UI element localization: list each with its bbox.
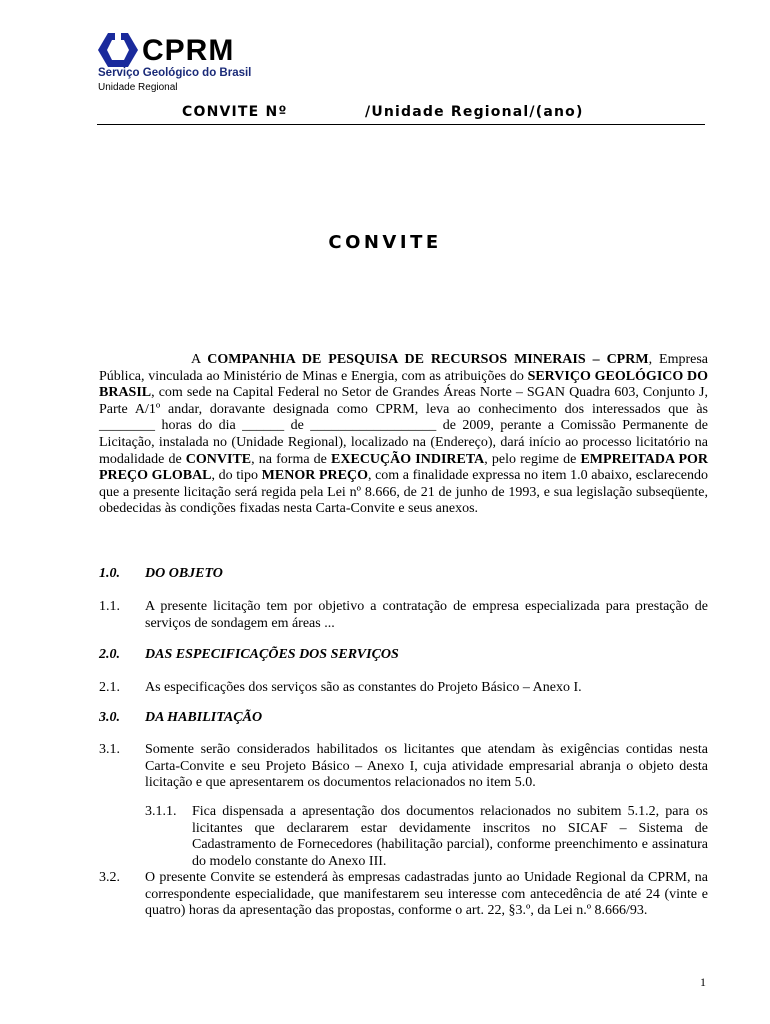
intro-text-1: , Empresa Pública, vinculada ao Ministério de Minas e Energia, com as atribuições do xyxy=(99,352,708,384)
logo-subtitle: Serviço Geológico do Brasil xyxy=(98,67,252,79)
intro-lead: A xyxy=(191,352,208,367)
item-number: 3.1.1. xyxy=(145,804,177,819)
intro-text-6: , com a finalidade expressa no item 1.0 abaixo, esclarecendo que a presente licitação será regida pela Lei nº 8.666, de 21 de junho de 1993, e sua legislação subseqüente, obedecidas às condições fixadas nesta Carta-Convite e seus anexos. xyxy=(99,468,708,517)
section-title: DO OBJETO xyxy=(145,566,223,581)
cprm-emblem-icon xyxy=(98,33,138,67)
item-number: 2.1. xyxy=(99,680,120,695)
document-header xyxy=(97,102,705,125)
item-text: Somente serão considerados habilitados os licitantes que atendam às exigências contidas nesta Carta-Convite e seu Projeto Básico – Anexo I, cuja atividade empresarial abranja o objeto desta licitação e que apresentarem os documentos relacionados no item 5.0. xyxy=(145,742,708,791)
intro-paragraph xyxy=(99,352,708,518)
intro-text-5: , do tipo xyxy=(211,468,262,484)
bid-type: MENOR PREÇO xyxy=(261,468,368,484)
item-text: O presente Convite se estenderá às empresas cadastradas junto ao Unidade Regional da CPRM, na correspondente especialidade, que manifestarem seu interesse com antecedência de até 24 (vinte e quatro) horas da apresentação das propostas, conforme o art. 22, §3.º, da Lei n.º 8.666/93. xyxy=(145,870,708,919)
header-convite-number: CONVITE Nº xyxy=(182,104,288,120)
sgb-name: SERVIÇO GEOLÓGICO DO BRASIL xyxy=(99,368,708,401)
section-number: 2.0. xyxy=(99,647,120,662)
item-text: As especificações dos serviços são as constantes do Projeto Básico – Anexo I. xyxy=(145,680,582,695)
item-text: Fica dispensada a apresentação dos documentos relacionados no subitem 5.1.2, para os licitantes que declararem estar devidamente inscritos no SICAF – Sistema de Cadastramento de Fornecedores (habilitação parcial), conforme preenchimento e assinatura do modelo constante do Anexo III. xyxy=(192,804,708,869)
section-title: DAS ESPECIFICAÇÕES DOS SERVIÇOS xyxy=(145,647,399,662)
page-title: CONVITE xyxy=(328,232,442,253)
item-number: 3.2. xyxy=(99,870,120,885)
section-number: 1.0. xyxy=(99,566,120,581)
modality-convite: CONVITE xyxy=(185,451,252,467)
header-unit-year: /Unidade Regional/(ano) xyxy=(365,104,584,120)
company-name: COMPANHIA DE PESQUISA DE RECURSOS MINERAIS – CPRM xyxy=(207,352,649,367)
intro-text-3: , na forma de xyxy=(251,451,332,467)
item-text: A presente licitação tem por objetivo a contratação de empresa especializada para prestação de serviços de sondagem em áreas ... xyxy=(145,599,708,631)
section-title: DA HABILITAÇÃO xyxy=(145,710,263,725)
regime-type: EMPREITADA POR PREÇO GLOBAL xyxy=(99,451,709,484)
intro-text-4: , pelo regime de xyxy=(484,451,581,467)
intro-text-2: , com sede na Capital Federal no Setor de Grandes Áreas Norte – SGAN Quadra 603, Conjunto J, Parte A/1º andar, doravante designada como CPRM, leva ao conhecimento dos interessados que às ________ horas do dia ______ de __________________ de 2009, perante a Comissão Permanente de Licitação, instalada no (Unidade Regional), localizado na (Endereço), dará início ao processo licitatório na modalidade de xyxy=(99,385,708,467)
page-number: 1 xyxy=(700,975,706,989)
execution-form: EXECUÇÃO INDIRETA xyxy=(331,451,485,467)
item-number: 1.1. xyxy=(99,599,120,614)
section-number: 3.0. xyxy=(99,710,120,725)
logo-brand: CPRM xyxy=(142,34,235,67)
item-number: 3.1. xyxy=(99,742,120,757)
logo-unit: Unidade Regional xyxy=(98,82,178,93)
